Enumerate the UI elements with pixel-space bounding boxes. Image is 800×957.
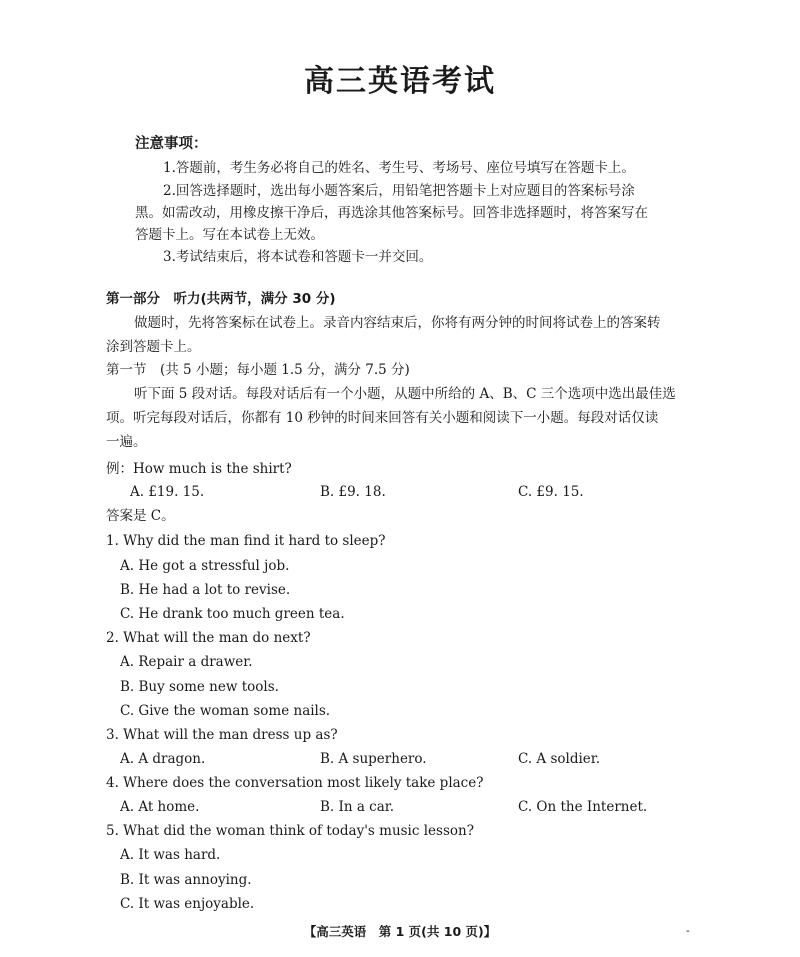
question-2-option-c: C. Give the woman some nails. [120,703,331,719]
example-option-b: B. £9. 18. [320,484,386,500]
question-4-option-b: B. In a car. [320,799,395,815]
example-option-c: C. £9. 15. [518,484,584,500]
notice-heading: 注意事项： [135,136,208,152]
example-option-a: A. £19. 15. [130,484,205,500]
notice-line-5: 3.考试结束后，将本试卷和答题卡一并交回。 [163,249,433,265]
question-2: 2. What will the man do next? [106,630,311,646]
part1-intro-1: 做题时，先将答案标在试卷上。录音内容结束后，你将有两分钟的时间将试卷上的答案转 [134,315,661,331]
question-3-option-b: B. A superhero. [320,751,427,767]
example-question: 例：How much is the shirt? [106,461,292,477]
question-1: 1. Why did the man find it hard to sleep? [106,533,386,549]
question-2-option-b: B. Buy some new tools. [120,679,279,695]
notice-line-3: 黑。如需改动，用橡皮擦干净后，再选涂其他答案标号。回答非选择题时，将答案写在 [135,205,648,221]
corner-mark: - [686,924,690,937]
question-4-option-c: C. On the Internet. [518,799,648,815]
notice-line-4: 答题卡上。写在本试卷上无效。 [135,227,324,243]
question-2-option-a: A. Repair a drawer. [120,654,253,670]
exam-title: 高三英语考试 [304,64,496,99]
question-1-option-a: A. He got a stressful job. [120,558,290,574]
question-5: 5. What did the woman think of today's music lesson? [106,823,474,839]
page-footer: 【高三英语 第 1 页(共 10 页)】 [303,924,497,939]
section1-desc-2: 项。听完每段对话后，你都有 10 秒钟的时间来回答有关小题和阅读下一小题。每段对话仅读 [106,410,659,426]
question-3-option-a: A. A dragon. [120,751,206,767]
question-3-option-c: C. A soldier. [518,751,601,767]
section1-heading: 第一节 (共 5 小题；每小题 1.5 分，满分 7.5 分) [106,362,410,378]
question-5-option-b: B. It was annoying. [120,872,252,888]
example-answer: 答案是 C。 [106,508,175,524]
part1-heading: 第一部分 听力(共两节，满分 30 分) [106,291,336,307]
notice-line-2: 2.回答选择题时，选出每小题答案后，用铅笔把答题卡上对应题目的答案标号涂 [163,183,635,199]
question-1-option-c: C. He drank too much green tea. [120,606,345,622]
question-3: 3. What will the man dress up as? [106,727,338,743]
question-5-option-a: A. It was hard. [120,847,221,863]
section1-desc-1: 听下面 5 段对话。每段对话后有一个小题，从题中所给的 A、B、C 三个选项中选出最佳选 [134,386,676,402]
question-1-option-b: B. He had a lot to revise. [120,582,291,598]
part1-intro-2: 涂到答题卡上。 [106,339,201,355]
section1-desc-3: 一遍。 [106,434,147,450]
question-4: 4. Where does the conversation most likely take place? [106,775,484,791]
question-5-option-c: C. It was enjoyable. [120,896,255,912]
question-4-option-a: A. At home. [120,799,200,815]
notice-line-1: 1.答题前，考生务必将自己的姓名、考生号、考场号、座位号填写在答题卡上。 [163,160,635,176]
